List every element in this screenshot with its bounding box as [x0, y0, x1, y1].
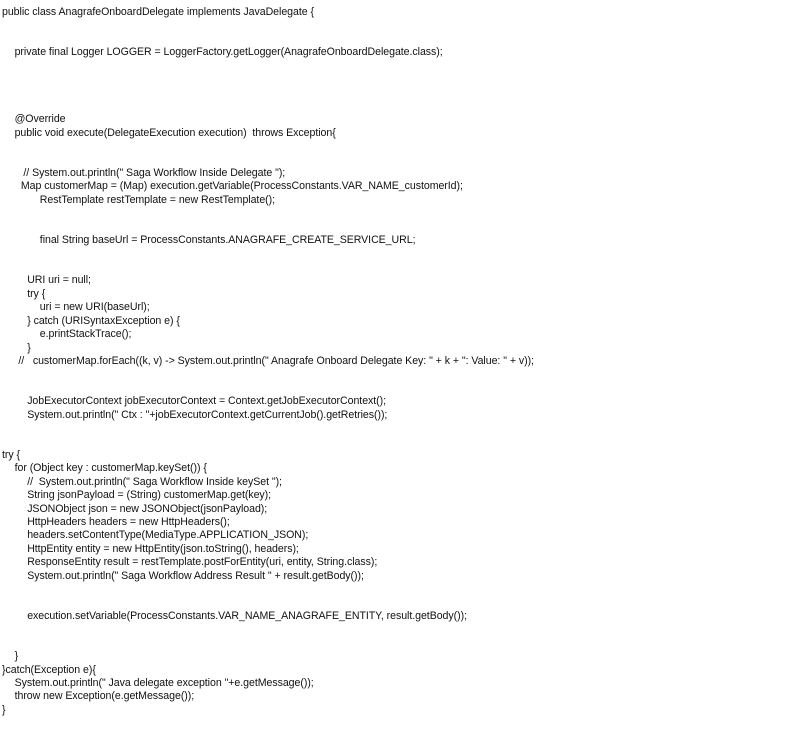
code-line: throw new Exception(e.getMessage()); — [14, 690, 195, 703]
code-line: for (Object key : customerMap.keySet()) { — [14, 462, 207, 475]
code-line: uri = new URI(baseUrl); — [39, 301, 150, 314]
code-line: JobExecutorContext jobExecutorContext = Context.getJobExecutorContext(); — [27, 395, 387, 408]
code-line: public void execute(DelegateExecution execution) throws Exception{ — [14, 126, 336, 139]
code-line: private final Logger LOGGER = LoggerFactory.getLogger(AnagrafeOnboardDelegate.class); — [14, 46, 443, 59]
code-line: Map customerMap = (Map) execution.getVariable(ProcessConstants.VAR_NAME_customerId); — [20, 180, 463, 193]
code-line: } — [14, 650, 19, 663]
code-line: RestTemplate restTemplate = new RestTemplate(); — [39, 193, 276, 206]
code-line: } — [27, 341, 31, 354]
code-line: headers.setContentType(MediaType.APPLICATION_JSON); — [27, 529, 309, 542]
code-line: // System.out.println(" Saga Workflow Inside keySet "); — [27, 475, 282, 488]
code-line: System.out.println(" Java delegate exception "+e.getMessage()); — [14, 677, 314, 689]
code-line: HttpEntity entity = new HttpEntity(json.toString(), headers); — [27, 542, 299, 555]
code-line: } — [2, 703, 6, 716]
code-line: System.out.println(" Ctx : "+jobExecutorContext.getCurrentJob().getRetries()); — [27, 408, 388, 421]
code-line: execution.setVariable(ProcessConstants.VAR_NAME_ANAGRAFE_ENTITY, result.getBody()); — [27, 609, 467, 622]
code-line: JSONObject json = new JSONObject(jsonPayload); — [27, 502, 268, 515]
code-line: final String baseUrl = ProcessConstants.ANAGRAFE_CREATE_SERVICE_URL; — [39, 234, 416, 247]
code-line: String jsonPayload = (String) customerMap.get(key); — [27, 489, 272, 502]
code-line: // customerMap.forEach((k, v) -> System.out.println(" Anagrafe Onboard Delegate Key: " + k + ": Value: " + v)); — [18, 354, 534, 367]
code-line: public class AnagrafeOnboardDelegate implements JavaDelegate { — [2, 6, 314, 18]
code-line: HttpHeaders headers = new HttpHeaders(); — [27, 515, 230, 528]
code-line: URI uri = null; — [27, 274, 91, 287]
code-line: } catch (URISyntaxException e) { — [27, 314, 180, 327]
code-line: }catch(Exception e){ — [2, 663, 96, 676]
code-line: try { — [2, 448, 20, 461]
code-line: System.out.println(" Saga Workflow Address Result " + result.getBody()); — [27, 569, 364, 582]
code-line: try { — [27, 287, 46, 300]
code-line: ResponseEntity result = restTemplate.postForEntity(uri, entity, String.class); — [27, 556, 378, 569]
code-line: @Override — [14, 113, 66, 126]
code-line: // System.out.println(" Saga Workflow Inside Delegate "); — [23, 167, 286, 180]
code-line: e.printStackTrace(); — [39, 328, 132, 341]
